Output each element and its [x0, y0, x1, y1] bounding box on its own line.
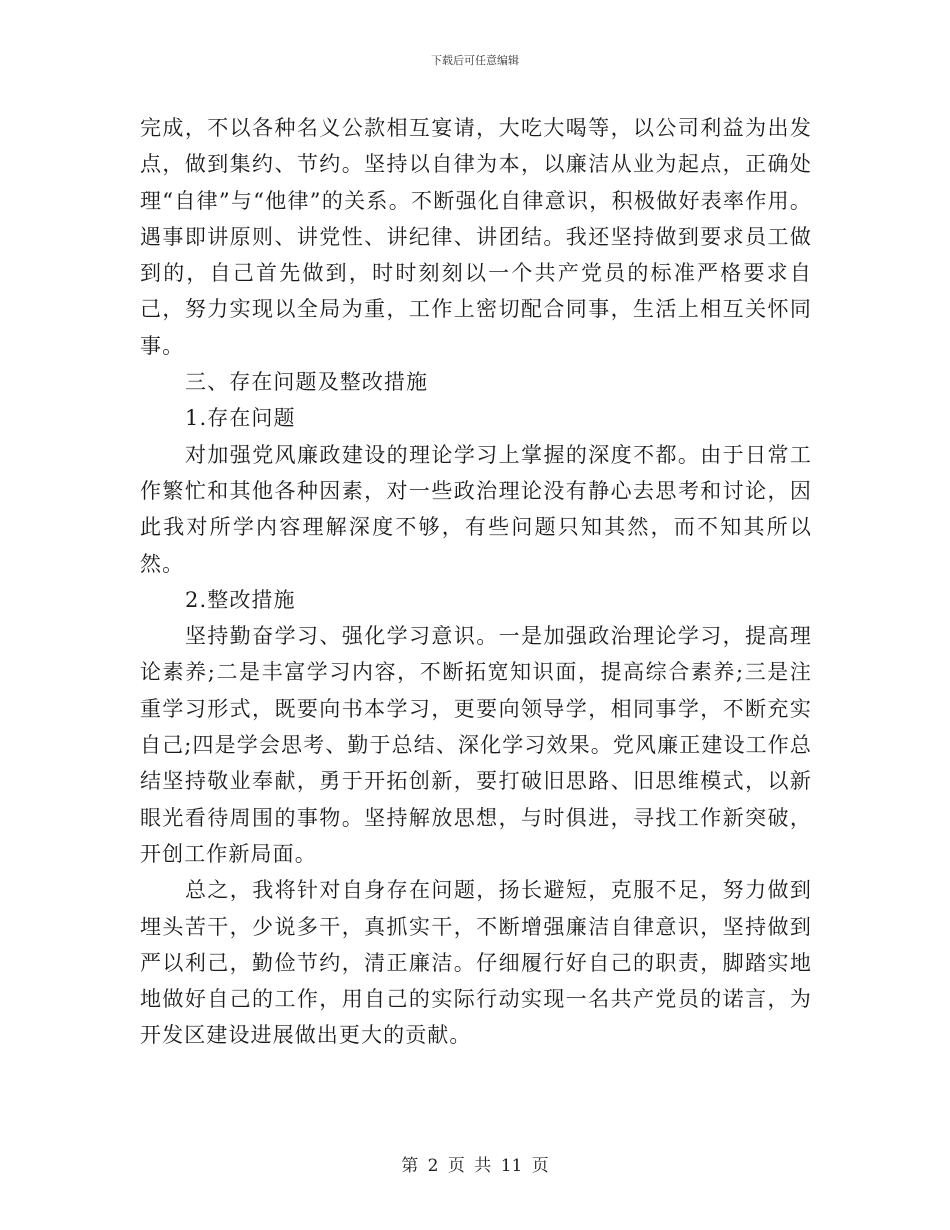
page-header: 下载后可任意编辑 [431, 54, 519, 67]
document-body [140, 110, 812, 1054]
paragraph-measures: 坚持勤奋学习、强化学习意识。一是加强政治理论学习，提高理论素养;二是丰富学习内容，不断拓宽知识面，提高综合素养;三是注重学习形式，既要向书本学习，更要向领导学，相同事学，不断充实自己;四是学会思考、勤于总结、深化学习效果。党风廉正建设工作总结坚持敬业奉献，勇于开拓创新，要打破旧思路、旧思维模式，以新眼光看待周围的事物。坚持解放思想，与时俱进，寻找工作新突破，开创工作新局面。 [140, 624, 812, 866]
subsection-heading: 1.存在问题 [185, 406, 296, 431]
section-heading: 三、存在问题及整改措施 [185, 370, 429, 395]
paragraph-problems: 对加强党风廉政建设的理论学习上掌握的深度不都。由于日常工作繁忙和其他各种因素，对一些政治理论没有静心去思考和讨论，因此我对所学内容理解深度不够，有些问题只知其然，而不知其所以然。 [140, 442, 812, 576]
paragraph-continuation: 完成，不以各种名义公款相互宴请，大吃大喝等，以公司利益为出发点，做到集约、节约。坚持以自律为本，以廉洁从业为起点，正确处理“自律”与“他律”的关系。不断强化自律意识，积极做好表率作用。遇事即讲原则、讲党性、讲纪律、讲团结。我还坚持做到要求员工做到的，自己首先做到，时时刻刻以一个共产党员的标准严格要求自己，努力实现以全局为重，工作上密切配合同事，生活上相互关怀同事。 [140, 116, 812, 358]
subsection-heading: 2.整改措施 [185, 587, 296, 612]
page-footer: 第 2 页 共 11 页 [401, 1156, 549, 1176]
paragraph-conclusion: 总之，我将针对自身存在问题，扬长避短，克服不足，努力做到埋头苦干，少说多干，真抓实干，不断增强廉洁自律意识，坚持做到严以利己，勤俭节约，清正廉洁。仔细履行好自己的职责，脚踏实地地做好自己的工作，用自己的实际行动实现一名共产党员的诺言，为开发区建设进展做出更大的贡献。 [140, 878, 812, 1048]
